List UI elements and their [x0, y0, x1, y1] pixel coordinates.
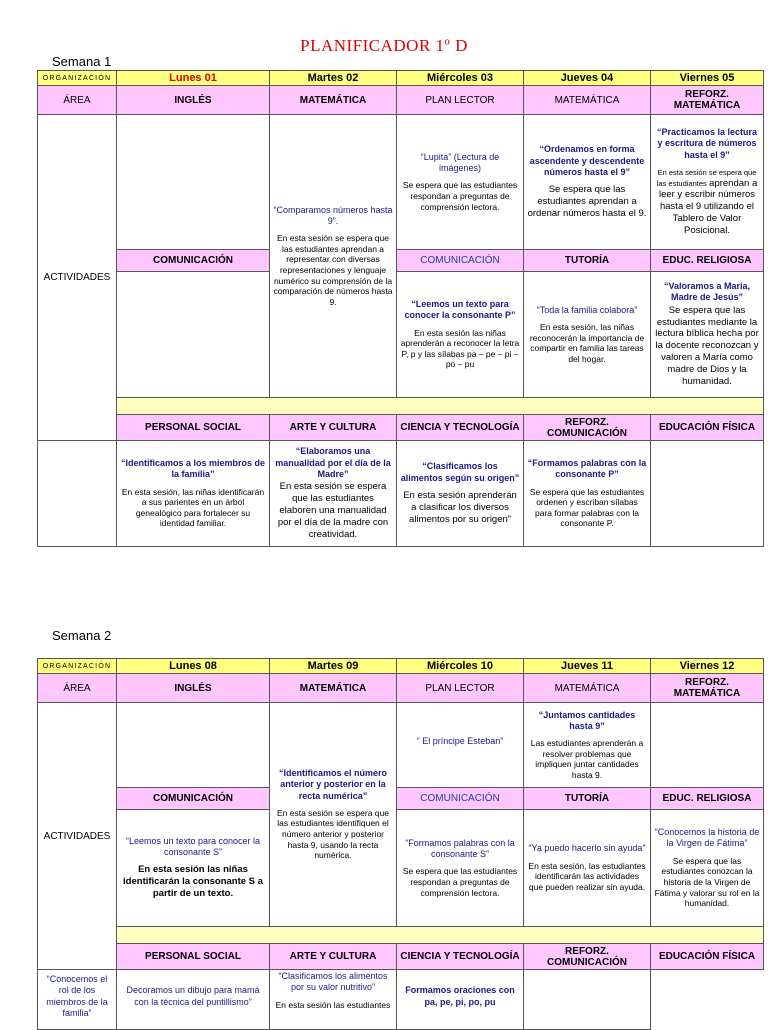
activity-description: En esta sesión se espera que las estudiantes aprendan a representar con diversas representaciones y lenguaje numérico su comprensión de la comparación de números hasta 9. — [273, 233, 393, 307]
day-header: Martes 02 — [270, 71, 397, 86]
area-cell: ARTE Y CULTURA — [270, 415, 397, 441]
spacer-row — [117, 927, 764, 944]
day-header: Miércoles 10 — [397, 659, 524, 674]
activity-description: En esta sesión aprenderán a clasificar los diversos alimentos por su origen” — [403, 489, 517, 525]
area-cell: TUTORÍA — [524, 788, 651, 810]
activities-label: ACTIVIDADES — [38, 703, 117, 970]
activity-cell — [270, 970, 397, 1030]
activity-description: Se espera que las estudiantes aprendan a ordenar números hasta el 9. — [527, 184, 647, 219]
activity-cell — [651, 441, 764, 547]
area-cell: EDUCACIÓN FÍSICA — [651, 415, 764, 441]
area-cell: PLAN LECTOR — [397, 674, 524, 703]
activity-description: aprendan a leer y escribir números hasta el 9 utilizando el Tablero de Valor Posicional. — [658, 177, 758, 236]
area-cell: MATEMÁTICA — [270, 674, 397, 703]
activity-description: Se espera que las estudiantes mediante la lectura bíblica hecha por la docente reconozcan y valoren a María como madre de Dios y la humanidad. — [655, 304, 759, 387]
activity-cell — [117, 970, 270, 1030]
activity-cell — [117, 441, 270, 547]
activity-cell — [270, 115, 397, 398]
activity-description: En esta sesión las niñas aprenderán a reconocer la letra P, p y las sílabas pa – pe – pi – po – pu — [400, 327, 520, 370]
activity-title: Formamos oraciones con pa, pe, pi, po, pu — [405, 985, 515, 1007]
activity-cell — [524, 810, 651, 927]
activity-description: En esta sesión se espera que las estudiantes — [656, 167, 757, 188]
area-cell: EDUC. RELIGIOSA — [651, 250, 764, 272]
activity-title: “Conocemos el rol de los miembros de la familia” — [46, 974, 108, 1018]
activity-cell — [117, 810, 270, 927]
area-cell: COMUNICACIÓN — [397, 788, 524, 810]
activity-title: “Ya puedo hacerlo sin ayuda” — [528, 843, 646, 854]
day-header: Jueves 04 — [524, 71, 651, 86]
activity-cell — [270, 703, 397, 927]
activity-cell — [524, 441, 651, 547]
area-label: ÁREA — [38, 86, 117, 115]
activity-description: Las estudiantes aprenderán a resolver problemas que impliquen juntar cantidades hasta 9. — [530, 738, 644, 780]
activity-cell — [397, 272, 524, 398]
area-cell: MATEMÁTICA — [524, 86, 651, 115]
area-cell: REFORZ. MATEMÁTICA — [651, 674, 764, 703]
activity-title: “Practicamos la lectura y escritura de números hasta el 9” — [656, 127, 758, 160]
activity-title: “Comparamos números hasta 9”. — [273, 204, 393, 226]
activity-cell — [524, 115, 651, 250]
page-title: PLANIFICADOR 1º D — [300, 36, 468, 55]
area-cell: PERSONAL SOCIAL — [117, 415, 270, 441]
activity-title: “ El príncipe Esteban” — [416, 736, 504, 747]
area-cell: CIENCIA Y TECNOLOGÍA — [397, 944, 524, 970]
week-2-label: Semana 2 — [52, 628, 112, 643]
activity-title: “Identificamos a los miembros de la familia” — [120, 458, 266, 480]
area-cell: REFORZ. COMUNICACIÓN — [524, 944, 651, 970]
area-cell: MATEMÁTICA — [524, 674, 651, 703]
activity-description: En esta sesión, las estudiantes identificarán las actividades que pueden realizar sin ayuda. — [528, 860, 646, 892]
area-cell: REFORZ. COMUNICACIÓN — [524, 415, 651, 441]
activity-description: Se espera que las estudiantes ordenen y escriban sílabas para formar palabras con la consonante P. — [529, 486, 645, 529]
day-header: Lunes 08 — [117, 659, 270, 674]
activity-cell — [117, 115, 270, 250]
activity-cell — [524, 970, 651, 1030]
area-cell: MATEMÁTICA — [270, 86, 397, 115]
header-row — [38, 71, 764, 86]
area-cell: COMUNICACIÓN — [397, 250, 524, 272]
activity-title: “Toda la familia colabora” — [536, 304, 638, 315]
area-cell: INGLÉS — [117, 674, 270, 703]
activity-cell — [117, 703, 270, 788]
activity-title: “Conocemos la historia de la Virgen de Fátima” — [654, 827, 760, 849]
header-row — [38, 659, 764, 674]
day-header: Jueves 11 — [524, 659, 651, 674]
organization-cell: ORGANIZACIÓN — [38, 659, 117, 674]
activity-cell — [651, 810, 764, 927]
activity-description: Se espera que las estudiantes conozcan la historia de la Virgen de Fátima y valorar su rol en la humanidad. — [654, 855, 760, 909]
activity-cell — [651, 115, 764, 250]
activity-cell — [524, 703, 651, 788]
activity-cell — [651, 703, 764, 788]
activity-cell — [397, 441, 524, 547]
area-cell: ARTE Y CULTURA — [270, 944, 397, 970]
activity-cell — [524, 272, 651, 398]
activity-cell — [270, 441, 397, 547]
area-cell: INGLÉS — [117, 86, 270, 115]
area-cell: COMUNICACIÓN — [117, 788, 270, 810]
activity-description: Se espera que las estudiantes respondan a preguntas de comprensión lectora. — [402, 180, 518, 212]
activity-title: “Identificamos el número anterior y posterior en la recta numérica” — [278, 768, 388, 801]
day-header: Martes 09 — [270, 659, 397, 674]
activity-description: En esta sesión, las niñas identificarán a sus parientes en un árbol genealógico para fortalecer su identidad familiar. — [121, 486, 265, 529]
week-1-table — [37, 70, 764, 547]
activity-cell — [397, 115, 524, 250]
activity-title: “Valoramos a María, Madre de Jesús” — [663, 281, 751, 303]
activity-title: “Clasificamos los alimentos por su valor nutritivo” — [278, 971, 388, 993]
activity-cell — [397, 703, 524, 788]
activity-description: En esta sesión, las niñas reconocerán la importancia de compartir en familia las tareas del hogar. — [529, 321, 645, 364]
organization-cell: ORGANIZACIÓN — [38, 71, 117, 86]
day-header: Viernes 05 — [651, 71, 764, 86]
area-cell: TUTORÍA — [524, 250, 651, 272]
activity-title: “Leemos un texto para conocer la consonante P” — [404, 299, 516, 321]
area-label: ÁREA — [38, 674, 117, 703]
activity-title: “Elaboramos una manualidad por el día de la Madre” — [275, 446, 391, 479]
activity-description: En esta sesión las niñas identificarán la consonante S a partir de un texto. — [123, 864, 263, 900]
area-cell: PLAN LECTOR — [397, 86, 524, 115]
activity-description: En esta sesión se espera que las estudiantes identifiquen el número anterior y posterior hasta 9, usando la recta numérica. — [277, 807, 389, 861]
activity-cell — [397, 810, 524, 927]
week-1-label: Semana 1 — [52, 54, 112, 69]
activity-cell — [117, 272, 270, 398]
area-cell: CIENCIA Y TECNOLOGÍA — [397, 415, 524, 441]
activity-title: “Clasificamos los alimentos según su origen” — [400, 461, 520, 483]
activity-description: En esta sesión las estudiantes — [275, 999, 391, 1010]
area-cell: COMUNICACIÓN — [117, 250, 270, 272]
activity-cell — [651, 272, 764, 398]
activities-label: ACTIVIDADES — [38, 115, 117, 441]
activity-title: “Lupita” (Lectura de imágenes) — [420, 151, 500, 174]
area-cell: EDUCACIÓN FÍSICA — [651, 944, 764, 970]
activity-title: “Formamos palabras con la consonante P” — [527, 458, 647, 480]
week-2-table — [37, 658, 764, 1030]
activity-title: “Juntamos cantidades hasta 9” — [538, 709, 636, 731]
area-cell: PERSONAL SOCIAL — [117, 944, 270, 970]
activity-title: Decoramos un dibujo para mamá con la técnica del puntillismo” — [126, 985, 260, 1007]
activity-cell — [397, 970, 524, 1030]
activity-cell — [38, 970, 117, 1030]
day-header: Miércoles 03 — [397, 71, 524, 86]
spacer-row — [117, 398, 764, 415]
activity-title: “Formamos palabras con la consonante S” — [405, 837, 515, 860]
day-header: Viernes 12 — [651, 659, 764, 674]
day-header: Lunes 01 — [117, 71, 270, 86]
activity-description: Se espera que las estudiantes respondan a preguntas de comprensión lectora. — [402, 866, 518, 898]
area-cell: EDUC. RELIGIOSA — [651, 788, 764, 810]
activity-cell — [38, 441, 117, 547]
activity-title: “Ordenamos en forma ascendente y descendente números hasta el 9” — [529, 144, 645, 177]
area-cell: REFORZ. MATEMÁTICA — [651, 86, 764, 115]
activity-description: En esta sesión se espera que las estudiantes elaboren una manualidad por el día de la madre con creatividad. — [277, 481, 389, 540]
activity-title: “Leemos un texto para conocer la consonante S” — [125, 835, 261, 858]
